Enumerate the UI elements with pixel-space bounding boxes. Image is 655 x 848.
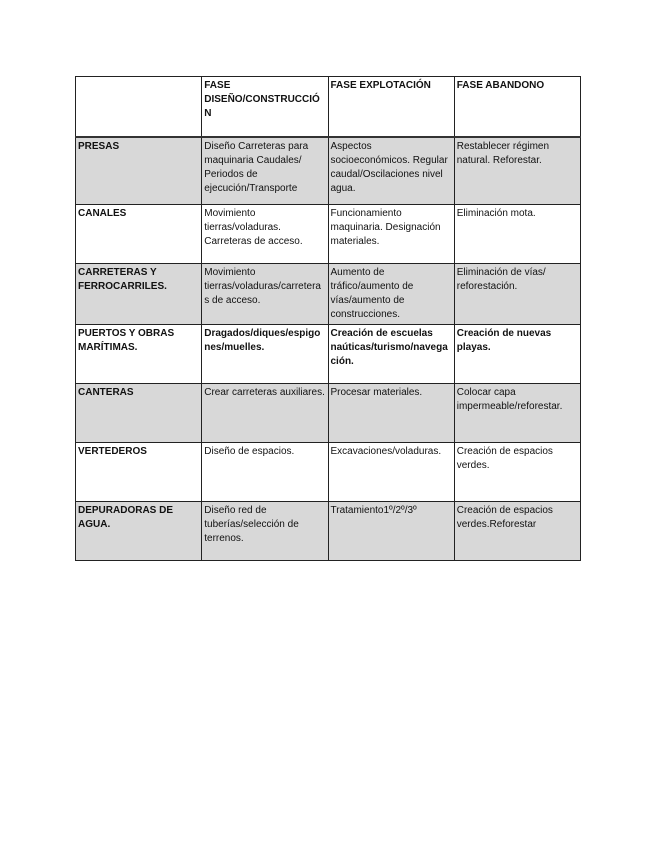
phases-table (75, 76, 581, 561)
header-abandon-phase: FASE ABANDONO (454, 77, 580, 137)
design-cell: Movimiento tierras/voladuras. Carreteras de acceso. (202, 205, 328, 264)
design-cell: Crear carreteras auxiliares. (202, 384, 328, 443)
design-cell: Dragados/diques/espigones/muelles. (202, 325, 328, 384)
table-row (76, 502, 581, 561)
design-cell: Diseño red de tuberías/selección de terrenos. (202, 502, 328, 561)
row-label: PUERTOS Y OBRAS MARÍTIMAS. (76, 325, 202, 384)
design-cell: Diseño de espacios. (202, 443, 328, 502)
design-cell: Movimiento tierras/voladuras/carreteras de acceso. (202, 264, 328, 325)
abandon-cell: Colocar capa impermeable/reforestar. (454, 384, 580, 443)
design-cell: Diseño Carreteras para maquinaria Caudales/ Periodos de ejecución/Transporte (202, 137, 328, 205)
header-empty (76, 77, 202, 137)
row-label: CANALES (76, 205, 202, 264)
abandon-cell: Creación de nuevas playas. (454, 325, 580, 384)
exploitation-cell: Procesar materiales. (328, 384, 454, 443)
row-label: CARRETERAS Y FERROCARRILES. (76, 264, 202, 325)
row-label: CANTERAS (76, 384, 202, 443)
abandon-cell: Creación de espacios verdes. (454, 443, 580, 502)
table-row (76, 205, 581, 264)
row-label: PRESAS (76, 137, 202, 205)
abandon-cell: Creación de espacios verdes.Reforestar (454, 502, 580, 561)
exploitation-cell: Aumento de tráfico/aumento de vías/aumento de construcciones. (328, 264, 454, 325)
table-row (76, 325, 581, 384)
header-design-phase: FASE DISEÑO/CONSTRUCCIÓN (202, 77, 328, 137)
exploitation-cell: Tratamiento1º/2º/3º (328, 502, 454, 561)
table-row (76, 443, 581, 502)
header-exploitation-phase: FASE EXPLOTACIÓN (328, 77, 454, 137)
abandon-cell: Eliminación de vías/ reforestación. (454, 264, 580, 325)
abandon-cell: Restablecer régimen natural. Reforestar. (454, 137, 580, 205)
table-row (76, 264, 581, 325)
table-row (76, 384, 581, 443)
exploitation-cell: Excavaciones/voladuras. (328, 443, 454, 502)
table-row (76, 137, 581, 205)
abandon-cell: Eliminación mota. (454, 205, 580, 264)
exploitation-cell: Creación de escuelas naúticas/turismo/navegación. (328, 325, 454, 384)
row-label: DEPURADORAS DE AGUA. (76, 502, 202, 561)
row-label: VERTEDEROS (76, 443, 202, 502)
table-header-row (76, 77, 581, 137)
exploitation-cell: Aspectos socioeconómicos. Regular caudal/Oscilaciones nivel agua. (328, 137, 454, 205)
exploitation-cell: Funcionamiento maquinaria. Designación materiales. (328, 205, 454, 264)
